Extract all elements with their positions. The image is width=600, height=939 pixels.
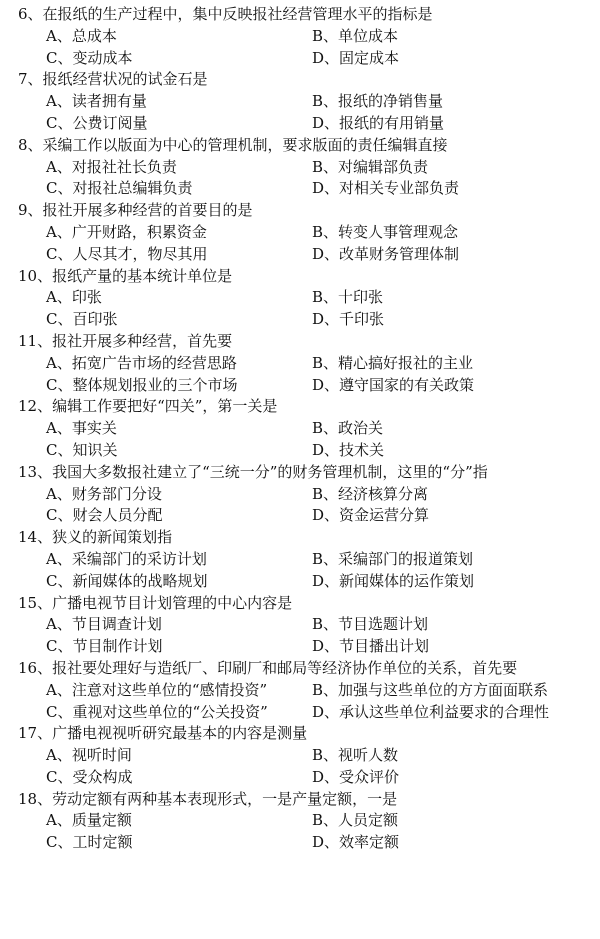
- question-stem: 10、报纸产量的基本统计单位是: [18, 266, 233, 285]
- option-c: C、工时定额: [46, 833, 133, 852]
- option-b: B、加强与这些单位的方方面面联系: [312, 680, 549, 699]
- question-14: [0, 527, 600, 592]
- option-row: [0, 157, 600, 179]
- option-d: D、固定成本: [312, 48, 400, 67]
- option-row: [0, 375, 600, 397]
- option-c: C、知识关: [46, 440, 118, 459]
- question-11: [0, 331, 600, 396]
- question-stem: 17、广播电视视听研究最基本的内容是测量: [18, 724, 308, 743]
- option-row: [0, 505, 600, 527]
- question-8: [0, 135, 600, 200]
- option-row: [0, 48, 600, 70]
- question-stem: 6、在报纸的生产过程中，集中反映报社经营管理水平的指标是: [18, 5, 433, 23]
- option-c: C、人尽其才，物尽其用: [46, 244, 208, 263]
- option-row: [0, 702, 600, 724]
- option-c: C、整体规划报业的三个市场: [46, 375, 238, 394]
- option-a: A、注意对这些单位的“感情投资”: [46, 680, 268, 699]
- question-stem: 9、报社开展多种经营的首要目的是: [18, 201, 253, 220]
- option-row: [0, 440, 600, 462]
- option-d: D、千印张: [312, 310, 385, 329]
- option-row: [0, 614, 600, 636]
- option-d: D、受众评价: [312, 767, 400, 786]
- option-row: [0, 571, 600, 593]
- question-10: [0, 266, 600, 331]
- option-d: D、资金运营分算: [312, 506, 430, 525]
- option-a: A、节目调查计划: [46, 615, 162, 634]
- option-row: [0, 636, 600, 658]
- option-a: A、采编部门的采访计划: [46, 549, 207, 568]
- question-18: [0, 789, 600, 854]
- question-stem: 15、广播电视节目计划管理的中心内容是: [18, 593, 293, 612]
- option-row: [0, 309, 600, 331]
- option-c: C、节目制作计划: [46, 637, 163, 656]
- option-b: B、视听人数: [312, 746, 399, 765]
- option-a: A、质量定额: [46, 811, 132, 830]
- question-stem: 18、劳动定额有两种基本表现形式，一是产量定额，一是: [18, 789, 398, 808]
- option-d: D、技术关: [312, 440, 385, 459]
- exam-question-sheet: [0, 4, 600, 854]
- option-b: B、采编部门的报道策划: [312, 549, 474, 568]
- option-d: D、遵守国家的有关政策: [312, 375, 475, 394]
- option-b: B、单位成本: [312, 26, 399, 45]
- option-b: B、人员定额: [312, 811, 399, 830]
- option-row: [0, 353, 600, 375]
- option-row: [0, 680, 600, 702]
- option-row: [0, 745, 600, 767]
- option-a: A、拓宽广告市场的经营思路: [46, 353, 237, 372]
- option-c: C、变动成本: [46, 48, 133, 67]
- question-9: [0, 200, 600, 265]
- question-stem: 16、报社要处理好与造纸厂、印刷厂和邮局等经济协作单位的关系，首先要: [18, 658, 518, 677]
- option-b: B、经济核算分离: [312, 484, 429, 503]
- question-12: [0, 396, 600, 461]
- option-row: [0, 26, 600, 48]
- option-a: A、对报社社长负责: [46, 157, 177, 176]
- option-row: [0, 810, 600, 832]
- option-b: B、十印张: [312, 288, 384, 307]
- option-c: C、对报社总编辑负责: [46, 179, 193, 198]
- option-d: D、新闻媒体的运作策划: [312, 571, 475, 590]
- option-a: A、印张: [46, 288, 102, 307]
- option-a: A、总成本: [46, 26, 117, 45]
- question-15: [0, 593, 600, 658]
- question-17: [0, 723, 600, 788]
- question-stem: 8、采编工作以版面为中心的管理机制，要求版面的责任编辑直接: [18, 135, 448, 154]
- option-a: A、事实关: [46, 419, 117, 438]
- question-stem: 14、狭义的新闻策划指: [18, 528, 173, 547]
- option-row: [0, 287, 600, 309]
- option-row: [0, 484, 600, 506]
- question-16: [0, 658, 600, 723]
- option-c: C、重视对这些单位的“公关投资”: [46, 702, 268, 721]
- option-row: [0, 549, 600, 571]
- option-b: B、报纸的净销售量: [312, 92, 444, 111]
- option-row: [0, 113, 600, 135]
- option-a: A、财务部门分设: [46, 484, 162, 503]
- question-13: [0, 462, 600, 527]
- option-c: C、新闻媒体的战略规划: [46, 571, 208, 590]
- question-stem: 7、报纸经营状况的试金石是: [18, 70, 208, 89]
- option-c: C、财会人员分配: [46, 506, 163, 525]
- option-a: A、视听时间: [46, 746, 132, 765]
- option-row: [0, 767, 600, 789]
- question-stem: 13、我国大多数报社建立了“三统一分”的财务管理机制，这里的“分”指: [18, 462, 488, 481]
- question-7: [0, 69, 600, 134]
- question-6: [0, 4, 600, 69]
- option-row: [0, 222, 600, 244]
- option-a: A、读者拥有量: [46, 92, 147, 111]
- option-d: D、效率定额: [312, 833, 400, 852]
- question-stem: 12、编辑工作要把好“四关”，第一关是: [18, 397, 278, 416]
- option-d: D、改革财务管理体制: [312, 244, 460, 263]
- option-c: C、百印张: [46, 310, 118, 329]
- option-d: D、节目播出计划: [312, 637, 430, 656]
- option-d: D、承认这些单位利益要求的合理性: [312, 702, 550, 721]
- option-row: [0, 832, 600, 854]
- option-row: [0, 418, 600, 440]
- question-stem: 11、报社开展多种经营，首先要: [18, 331, 233, 350]
- option-b: B、转变人事管理观念: [312, 222, 459, 241]
- option-d: D、对相关专业部负责: [312, 179, 460, 198]
- option-b: B、精心搞好报社的主业: [312, 353, 474, 372]
- option-b: B、政治关: [312, 419, 384, 438]
- option-c: C、受众构成: [46, 767, 133, 786]
- option-d: D、报纸的有用销量: [312, 113, 445, 132]
- option-c: C、公费订阅量: [46, 113, 148, 132]
- option-row: [0, 178, 600, 200]
- option-row: [0, 91, 600, 113]
- option-a: A、广开财路，积累资金: [46, 222, 207, 241]
- option-b: B、对编辑部负责: [312, 157, 429, 176]
- option-b: B、节目选题计划: [312, 615, 429, 634]
- option-row: [0, 244, 600, 266]
